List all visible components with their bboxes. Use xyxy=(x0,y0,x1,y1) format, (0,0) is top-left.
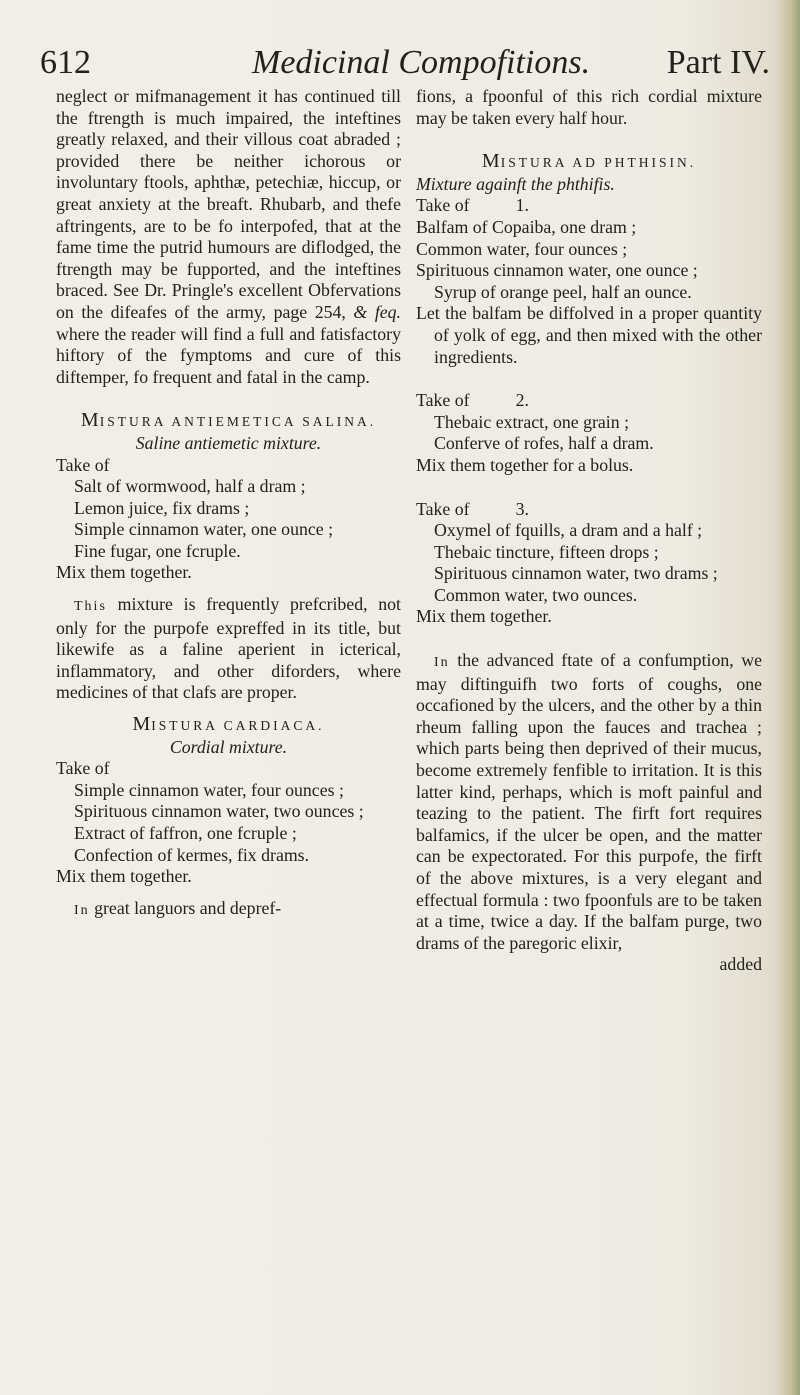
ingredient: Balfam of Copaiba, one dram ; xyxy=(416,216,637,237)
formula-subtitle: Mixture againft the phthifis. xyxy=(416,173,615,194)
ingredient: Salt of wormwood, half a dram ; xyxy=(74,476,306,497)
formula-title: MISTURA ANTIEMETICA SALINA. xyxy=(80,409,377,432)
formula-subtitle: Cordial mixture. xyxy=(169,736,288,757)
paragraph: This mixture is frequently prefcribed, not only for the purpofe expreffed in its title, but likewife as a faline aperient in icterical, inflammatory, and other diforders, where medicines of that clafs are proper. xyxy=(56,594,401,703)
paragraph-text: neglect or mifmanagement it has continued till the ftrength is much impaired, the inteftines greatly relaxed, and their villous coat abraded ; provided there be neither ichorous or involuntary ftools, aphthæ, petechiæ, hiccup, or great anxiety at the breaft. Rhubarb, and thefe aftringents, are to be fo interpofed, that at the fame time the putrid humours are diflodged, the ftrength may be fupported, and the inteftines braced. See Dr. Pringle's excellent Obfervations on the difeafes of the army, page 254, xyxy=(56,86,401,322)
running-title: Medicinal Compofitions. xyxy=(252,44,591,81)
ingredient: Simple cinnamon water, one ounce ; xyxy=(74,519,334,540)
preparation-note: Let the balfam be diffolved in a proper quantity of yolk of egg, and then mixed with the other ingredients. xyxy=(416,303,762,367)
left-column xyxy=(56,86,401,921)
running-header xyxy=(40,38,770,88)
ingredient: Thebaic extract, one grain ; xyxy=(434,411,630,432)
ingredient: Oxymel of fquills, a dram and a half ; xyxy=(434,520,703,541)
ingredient: Common water, two ounces. xyxy=(434,584,638,605)
paragraph-text: where the reader will find a full and fatisfactory hiftory of the fymptoms and cure of this diftemper, fo frequent and fatal in the camp. xyxy=(56,323,401,387)
ingredient: Conferve of rofes, half a dram. xyxy=(434,433,654,454)
catchword: added xyxy=(719,954,762,975)
take-of: Take of 2. xyxy=(416,390,529,411)
mix-instruction: Mix them together. xyxy=(56,866,192,887)
ingredient: Syrup of orange peel, half an ounce. xyxy=(434,281,692,302)
ingredient: Spirituous cinnamon water, two drams ; xyxy=(434,563,718,584)
right-column xyxy=(416,86,762,976)
ingredient: Thebaic tincture, fifteen drops ; xyxy=(434,541,659,562)
ingredient: Spirituous cinnamon water, two ounces ; xyxy=(74,801,364,822)
part-label: Part IV. xyxy=(666,44,770,81)
ingredient: Confection of kermes, fix drams. xyxy=(74,844,310,865)
take-of: Take of xyxy=(56,758,110,779)
mix-instruction: Mix them together for a bolus. xyxy=(416,454,634,475)
ingredient: Extract of faffron, one fcruple ; xyxy=(74,823,297,843)
ingredient: Simple cinnamon water, four ounces ; xyxy=(74,779,344,800)
paragraph: In the advanced ftate of a confumption, we may diftinguifh two forts of coughs, one occafioned by the ulcers, and the other by a thin rheum falling upon the fauces and trachea ; which parts being then deprived of their mucus, become extremely fenfible to irritation. It is this latter kind, perhaps, which is moft painful and teazing to the patient. The firft fort requires balfamics, if the ulcer be open, and the matter can be expectorated. For this purpofe, the firft of the above mixtures, is a very elegant and effectual formula : two fpoonfuls are to be taken at a time, twice a day. If the balfam purge, two drams of the paregoric elixir, xyxy=(416,650,762,953)
take-of: Take of 3. xyxy=(416,498,529,519)
take-of: Take of xyxy=(56,454,110,475)
formula-title: MISTURA CARDIACA. xyxy=(132,713,325,736)
take-of: Take of 1. xyxy=(416,195,529,216)
paragraph: fions, a fpoonful of this rich cordial mixture may be taken every half hour. xyxy=(416,86,762,128)
paragraph: In great languors and depref- xyxy=(74,897,282,918)
page-number: 612 xyxy=(40,44,91,81)
ingredient: Lemon juice, fix drams ; xyxy=(74,497,250,518)
formula-subtitle: Saline antiemetic mixture. xyxy=(135,432,322,453)
et-seq: & feq. xyxy=(353,301,401,322)
recipe-number: 3. xyxy=(515,498,529,519)
ingredient: Fine fugar, one fcruple. xyxy=(74,540,241,561)
mix-instruction: Mix them together. xyxy=(416,606,552,627)
paragraph xyxy=(56,86,401,388)
recipe-number: 1. xyxy=(515,195,529,216)
mix-instruction: Mix them together. xyxy=(56,562,192,583)
recipe-number: 2. xyxy=(515,390,529,411)
formula-title: MISTURA AD PHTHISIN. xyxy=(481,150,697,173)
page-edge-shadow xyxy=(778,0,800,1395)
ingredient: Spirituous cinnamon water, one ounce ; xyxy=(416,260,698,281)
ingredient: Common water, four ounces ; xyxy=(416,238,628,259)
